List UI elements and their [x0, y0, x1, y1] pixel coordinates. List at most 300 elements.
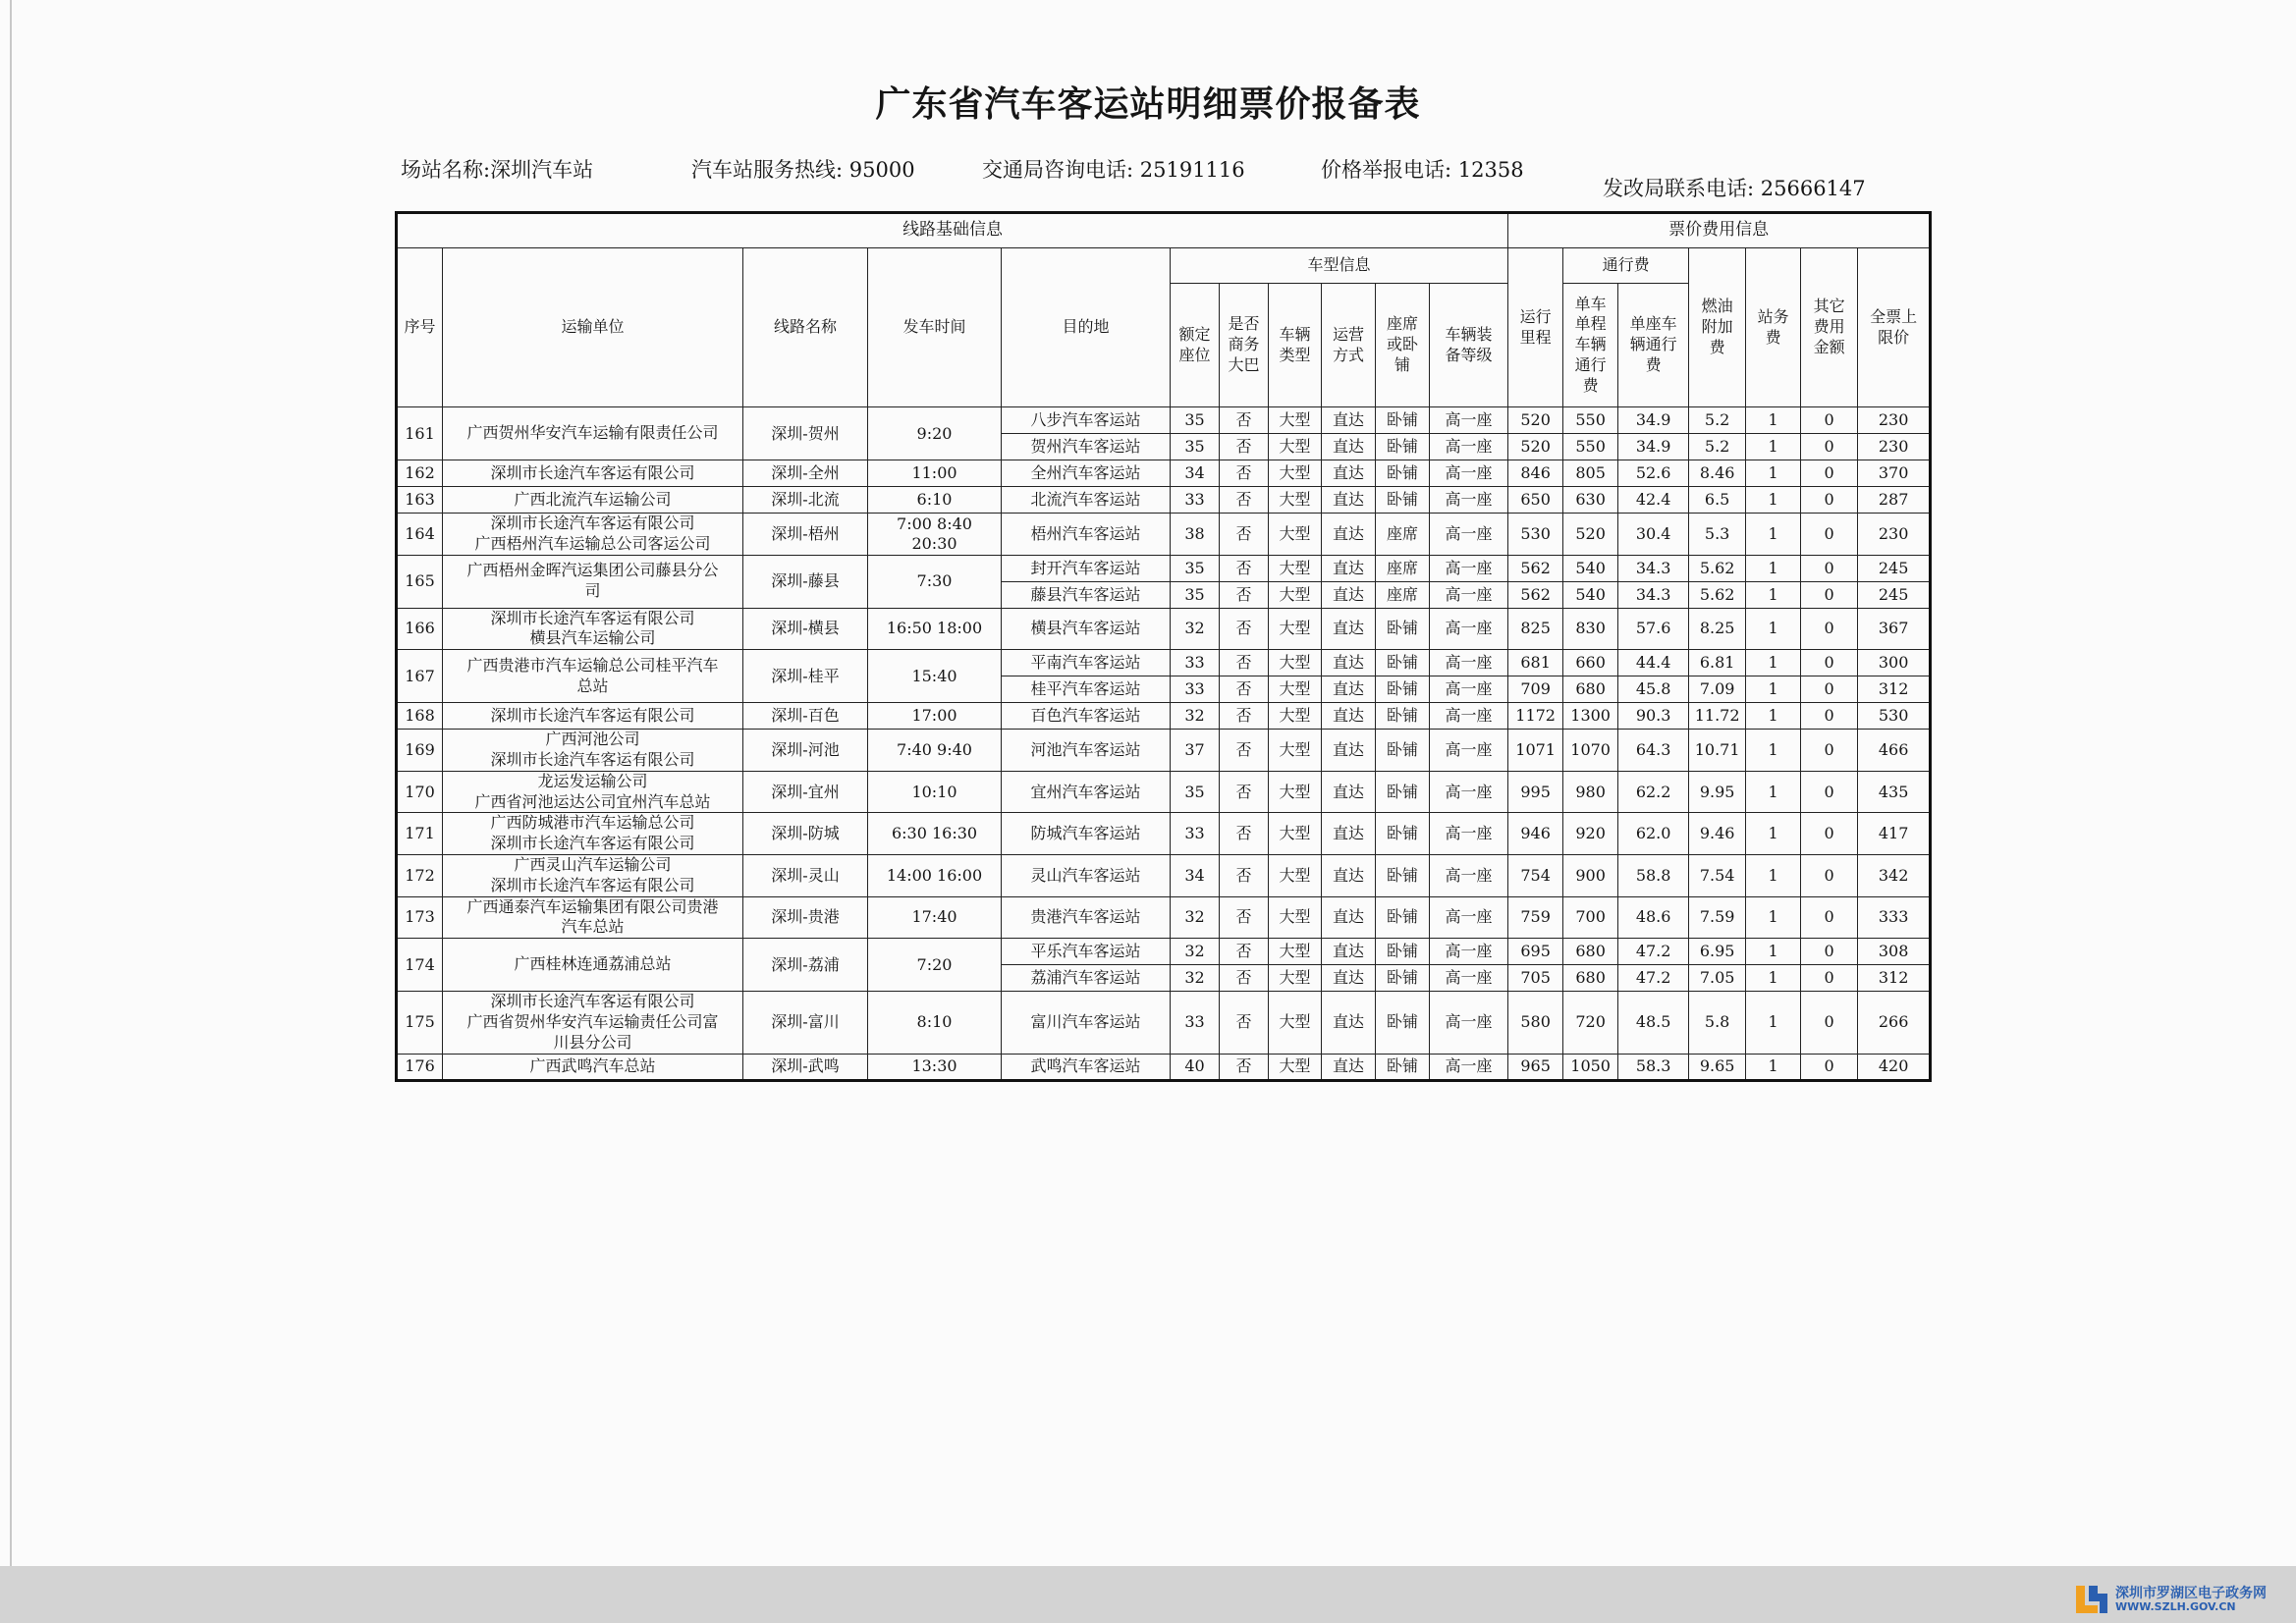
seq-cell: 162	[397, 460, 443, 487]
table-row	[397, 555, 1931, 581]
per-seat-toll-cell: 90.3	[1618, 703, 1689, 730]
vehicle-type-cell: 大型	[1269, 514, 1322, 556]
seat-or-berth-cell: 卧铺	[1376, 939, 1430, 965]
seq-cell: 168	[397, 703, 443, 730]
single-toll-cell: 520	[1563, 514, 1618, 556]
operation-cell: 直达	[1322, 514, 1376, 556]
business-bus-cell: 否	[1220, 434, 1269, 460]
business-bus-cell: 否	[1220, 965, 1269, 992]
mileage-cell: 695	[1508, 939, 1563, 965]
station-fee-cell: 1	[1746, 730, 1801, 772]
route-cell: 深圳-宜州	[743, 771, 868, 813]
other-fee-cell: 0	[1801, 555, 1858, 581]
seq-cell: 165	[397, 555, 443, 608]
company-cell: 广西通泰汽车运输集团有限公司贵港 汽车总站	[443, 896, 743, 939]
grade-cell: 高一座	[1430, 514, 1508, 556]
operation-header: 运营 方式	[1322, 284, 1376, 407]
vehicle-type-cell: 大型	[1269, 608, 1322, 650]
mileage-cell: 650	[1508, 487, 1563, 514]
station-fee-cell: 1	[1746, 676, 1801, 703]
table-row	[397, 854, 1931, 896]
grade-cell: 高一座	[1430, 407, 1508, 434]
seat-or-berth-cell: 卧铺	[1376, 650, 1430, 676]
grade-cell: 高一座	[1430, 555, 1508, 581]
fuel-cell: 5.2	[1689, 407, 1746, 434]
business-bus-cell: 否	[1220, 650, 1269, 676]
route-cell: 深圳-富川	[743, 992, 868, 1054]
per-seat-toll-cell: 58.3	[1618, 1054, 1689, 1080]
grade-cell: 高一座	[1430, 1054, 1508, 1080]
per-seat-toll-cell: 45.8	[1618, 676, 1689, 703]
single-toll-cell: 980	[1563, 771, 1618, 813]
site-watermark	[2074, 1582, 2267, 1617]
grade-cell: 高一座	[1430, 771, 1508, 813]
seats-cell: 38	[1171, 514, 1220, 556]
mileage-cell: 1071	[1508, 730, 1563, 772]
vehicle-type-cell: 大型	[1269, 992, 1322, 1054]
vehicle-type-cell: 大型	[1269, 407, 1322, 434]
station-fee-cell: 1	[1746, 896, 1801, 939]
seat-or-berth-cell: 卧铺	[1376, 407, 1430, 434]
destination-cell: 平乐汽车客运站	[1002, 939, 1171, 965]
business-bus-cell: 否	[1220, 581, 1269, 608]
single-toll-cell: 805	[1563, 460, 1618, 487]
vehicle-type-cell: 大型	[1269, 939, 1322, 965]
company-cell: 广西梧州金晖汽运集团公司藤县分公 司	[443, 555, 743, 608]
seat-or-berth-cell: 卧铺	[1376, 676, 1430, 703]
other-fee-cell: 0	[1801, 896, 1858, 939]
depart-time-cell: 7:40 9:40	[868, 730, 1002, 772]
business-bus-cell: 否	[1220, 1054, 1269, 1080]
table-row	[397, 460, 1931, 487]
cap-price-header: 全票上 限价	[1858, 248, 1931, 407]
table-row	[397, 703, 1931, 730]
station-fee-cell: 1	[1746, 514, 1801, 556]
per-seat-toll-header: 单座车 辆通行 费	[1618, 284, 1689, 407]
site-logo-icon	[2074, 1582, 2109, 1617]
other-fee-cell: 0	[1801, 460, 1858, 487]
station-fee-cell: 1	[1746, 992, 1801, 1054]
per-seat-toll-cell: 34.9	[1618, 407, 1689, 434]
mileage-header: 运行 里程	[1508, 248, 1563, 407]
operation-cell: 直达	[1322, 854, 1376, 896]
seats-cell: 34	[1171, 460, 1220, 487]
table-row	[397, 992, 1931, 1054]
destination-cell: 藤县汽车客运站	[1002, 581, 1171, 608]
seq-cell: 169	[397, 730, 443, 772]
per-seat-toll-cell: 47.2	[1618, 965, 1689, 992]
station-fee-cell: 1	[1746, 407, 1801, 434]
company-cell: 广西北流汽车运输公司	[443, 487, 743, 514]
cap-price-cell: 230	[1858, 514, 1931, 556]
business-bus-header: 是否 商务 大巴	[1220, 284, 1269, 407]
grade-cell: 高一座	[1430, 854, 1508, 896]
operation-cell: 直达	[1322, 434, 1376, 460]
mileage-cell: 759	[1508, 896, 1563, 939]
mileage-cell: 705	[1508, 965, 1563, 992]
grade-cell: 高一座	[1430, 939, 1508, 965]
mileage-cell: 681	[1508, 650, 1563, 676]
company-cell: 广西河池公司 深圳市长途汽车客运有限公司	[443, 730, 743, 772]
seats-cell: 32	[1171, 896, 1220, 939]
mileage-cell: 754	[1508, 854, 1563, 896]
station-fee-cell: 1	[1746, 434, 1801, 460]
seat-or-berth-cell: 卧铺	[1376, 854, 1430, 896]
depart-time-cell: 16:50 18:00	[868, 608, 1002, 650]
business-bus-cell: 否	[1220, 992, 1269, 1054]
vehicle-info-header: 车型信息	[1171, 248, 1508, 284]
seat-or-berth-header: 座席 或卧 铺	[1376, 284, 1430, 407]
cap-price-cell: 300	[1858, 650, 1931, 676]
destination-cell: 防城汽车客运站	[1002, 813, 1171, 855]
other-fee-cell: 0	[1801, 581, 1858, 608]
cap-price-cell: 230	[1858, 407, 1931, 434]
depart-time-cell: 17:40	[868, 896, 1002, 939]
single-toll-cell: 540	[1563, 581, 1618, 608]
business-bus-cell: 否	[1220, 407, 1269, 434]
station-name: 场站名称:深圳汽车站	[401, 158, 594, 182]
depart-time-cell: 11:00	[868, 460, 1002, 487]
depart-time-cell: 6:10	[868, 487, 1002, 514]
station-fee-cell: 1	[1746, 703, 1801, 730]
table-row	[397, 514, 1931, 556]
per-seat-toll-cell: 48.6	[1618, 896, 1689, 939]
grade-cell: 高一座	[1430, 460, 1508, 487]
vehicle-type-cell: 大型	[1269, 1054, 1322, 1080]
mileage-cell: 965	[1508, 1054, 1563, 1080]
cap-price-cell: 466	[1858, 730, 1931, 772]
single-toll-cell: 550	[1563, 434, 1618, 460]
mileage-cell: 946	[1508, 813, 1563, 855]
company-cell: 深圳市长途汽车客运有限公司 广西梧州汽车运输总公司客运公司	[443, 514, 743, 556]
price-report-phone: 价格举报电话: 12358	[1321, 158, 1524, 182]
seat-or-berth-cell: 卧铺	[1376, 1054, 1430, 1080]
depart-time-cell: 17:00	[868, 703, 1002, 730]
seat-or-berth-cell: 卧铺	[1376, 771, 1430, 813]
seats-cell: 37	[1171, 730, 1220, 772]
mileage-cell: 580	[1508, 992, 1563, 1054]
table-row	[397, 407, 1931, 434]
seat-or-berth-cell: 座席	[1376, 514, 1430, 556]
route-cell: 深圳-河池	[743, 730, 868, 772]
station-fee-cell: 1	[1746, 1054, 1801, 1080]
per-seat-toll-cell: 52.6	[1618, 460, 1689, 487]
mileage-cell: 709	[1508, 676, 1563, 703]
fuel-cell: 5.3	[1689, 514, 1746, 556]
fare-info-header: 票价费用信息	[1508, 213, 1931, 248]
cap-price-cell: 245	[1858, 581, 1931, 608]
mileage-cell: 995	[1508, 771, 1563, 813]
grade-cell: 高一座	[1430, 581, 1508, 608]
operation-cell: 直达	[1322, 555, 1376, 581]
other-fee-cell: 0	[1801, 730, 1858, 772]
seats-cell: 32	[1171, 608, 1220, 650]
route-cell: 深圳-梧州	[743, 514, 868, 556]
operation-cell: 直达	[1322, 896, 1376, 939]
station-fee-cell: 1	[1746, 608, 1801, 650]
cap-price-cell: 333	[1858, 896, 1931, 939]
destination-cell: 桂平汽车客运站	[1002, 676, 1171, 703]
single-toll-cell: 1300	[1563, 703, 1618, 730]
seq-cell: 163	[397, 487, 443, 514]
destination-cell: 灵山汽车客运站	[1002, 854, 1171, 896]
depart-time-cell: 6:30 16:30	[868, 813, 1002, 855]
document-title: 广东省汽车客运站明细票价报备表	[875, 84, 1421, 125]
route-cell: 深圳-横县	[743, 608, 868, 650]
seats-cell: 33	[1171, 650, 1220, 676]
destination-cell: 宜州汽车客运站	[1002, 771, 1171, 813]
table-row	[397, 813, 1931, 855]
route-cell: 深圳-全州	[743, 460, 868, 487]
business-bus-cell: 否	[1220, 555, 1269, 581]
station-fee-cell: 1	[1746, 771, 1801, 813]
grade-cell: 高一座	[1430, 992, 1508, 1054]
destination-cell: 八步汽车客运站	[1002, 407, 1171, 434]
fuel-cell: 6.81	[1689, 650, 1746, 676]
seq-header: 序号	[397, 248, 443, 407]
seat-or-berth-cell: 卧铺	[1376, 487, 1430, 514]
operation-cell: 直达	[1322, 965, 1376, 992]
cap-price-cell: 435	[1858, 771, 1931, 813]
mileage-cell: 825	[1508, 608, 1563, 650]
site-name: 深圳市罗湖区电子政务网	[2115, 1585, 2267, 1601]
operation-cell: 直达	[1322, 407, 1376, 434]
vehicle-type-cell: 大型	[1269, 434, 1322, 460]
table-row	[397, 608, 1931, 650]
seq-cell: 172	[397, 854, 443, 896]
company-cell: 广西武鸣汽车总站	[443, 1054, 743, 1080]
fuel-cell: 5.62	[1689, 581, 1746, 608]
seat-or-berth-cell: 卧铺	[1376, 896, 1430, 939]
depart-time-cell: 7:30	[868, 555, 1002, 608]
single-toll-cell: 550	[1563, 407, 1618, 434]
seq-cell: 174	[397, 939, 443, 992]
single-toll-cell: 920	[1563, 813, 1618, 855]
other-fee-cell: 0	[1801, 703, 1858, 730]
route-cell: 深圳-荔浦	[743, 939, 868, 992]
table-row	[397, 650, 1931, 676]
single-toll-cell: 660	[1563, 650, 1618, 676]
route-basic-header: 线路基础信息	[397, 213, 1508, 248]
operation-cell: 直达	[1322, 992, 1376, 1054]
station-fee-cell: 1	[1746, 460, 1801, 487]
single-toll-cell: 680	[1563, 939, 1618, 965]
company-cell: 广西贵港市汽车运输总公司桂平汽车 总站	[443, 650, 743, 703]
single-toll-cell: 680	[1563, 676, 1618, 703]
fuel-cell: 11.72	[1689, 703, 1746, 730]
other-fee-cell: 0	[1801, 608, 1858, 650]
operation-cell: 直达	[1322, 703, 1376, 730]
single-toll-cell: 680	[1563, 965, 1618, 992]
vehicle-type-cell: 大型	[1269, 771, 1322, 813]
fare-table	[395, 211, 1932, 1082]
single-toll-cell: 1070	[1563, 730, 1618, 772]
operation-cell: 直达	[1322, 813, 1376, 855]
fuel-cell: 5.2	[1689, 434, 1746, 460]
cap-price-cell: 417	[1858, 813, 1931, 855]
per-seat-toll-cell: 62.0	[1618, 813, 1689, 855]
other-fee-cell: 0	[1801, 992, 1858, 1054]
destination-cell: 富川汽车客运站	[1002, 992, 1171, 1054]
company-header: 运输单位	[443, 248, 743, 407]
route-cell: 深圳-武鸣	[743, 1054, 868, 1080]
station-fee-cell: 1	[1746, 965, 1801, 992]
company-cell: 龙运发运输公司 广西省河池运达公司宜州汽车总站	[443, 771, 743, 813]
business-bus-cell: 否	[1220, 487, 1269, 514]
per-seat-toll-cell: 47.2	[1618, 939, 1689, 965]
cap-price-cell: 266	[1858, 992, 1931, 1054]
destination-cell: 贵港汽车客运站	[1002, 896, 1171, 939]
grade-cell: 高一座	[1430, 965, 1508, 992]
scan-edge	[10, 0, 12, 1591]
other-fee-cell: 0	[1801, 407, 1858, 434]
other-fee-cell: 0	[1801, 514, 1858, 556]
grade-cell: 高一座	[1430, 676, 1508, 703]
grade-cell: 高一座	[1430, 703, 1508, 730]
depart-time-cell: 7:00 8:40 20:30	[868, 514, 1002, 556]
single-toll-header: 单车 单程 车辆 通行 费	[1563, 284, 1618, 407]
grade-cell: 高一座	[1430, 896, 1508, 939]
other-fee-cell: 0	[1801, 965, 1858, 992]
single-toll-cell: 630	[1563, 487, 1618, 514]
cap-price-cell: 370	[1858, 460, 1931, 487]
operation-cell: 直达	[1322, 460, 1376, 487]
station-fee-header: 站务 费	[1746, 248, 1801, 407]
station-fee-cell: 1	[1746, 487, 1801, 514]
per-seat-toll-cell: 64.3	[1618, 730, 1689, 772]
seats-cell: 33	[1171, 992, 1220, 1054]
fuel-cell: 7.09	[1689, 676, 1746, 703]
mileage-cell: 846	[1508, 460, 1563, 487]
other-fee-cell: 0	[1801, 939, 1858, 965]
destination-cell: 全州汽车客运站	[1002, 460, 1171, 487]
vehicle-type-cell: 大型	[1269, 703, 1322, 730]
seat-or-berth-cell: 卧铺	[1376, 434, 1430, 460]
operation-cell: 直达	[1322, 939, 1376, 965]
seats-cell: 34	[1171, 854, 1220, 896]
fuel-header: 燃油 附加 费	[1689, 248, 1746, 407]
grade-header: 车辆装 备等级	[1430, 284, 1508, 407]
route-cell: 深圳-北流	[743, 487, 868, 514]
site-url: WWW.SZLH.GOV.CN	[2115, 1599, 2236, 1613]
per-seat-toll-cell: 30.4	[1618, 514, 1689, 556]
grade-cell: 高一座	[1430, 434, 1508, 460]
destination-cell: 河池汽车客运站	[1002, 730, 1171, 772]
destination-cell: 百色汽车客运站	[1002, 703, 1171, 730]
vehicle-type-header: 车辆 类型	[1269, 284, 1322, 407]
depart-time-cell: 15:40	[868, 650, 1002, 703]
business-bus-cell: 否	[1220, 460, 1269, 487]
seats-cell: 33	[1171, 487, 1220, 514]
cap-price-cell: 342	[1858, 854, 1931, 896]
cap-price-cell: 312	[1858, 676, 1931, 703]
seq-cell: 176	[397, 1054, 443, 1080]
fuel-cell: 6.95	[1689, 939, 1746, 965]
per-seat-toll-cell: 57.6	[1618, 608, 1689, 650]
seq-cell: 175	[397, 992, 443, 1054]
route-cell: 深圳-贵港	[743, 896, 868, 939]
seats-cell: 35	[1171, 555, 1220, 581]
vehicle-type-cell: 大型	[1269, 650, 1322, 676]
operation-cell: 直达	[1322, 730, 1376, 772]
business-bus-cell: 否	[1220, 730, 1269, 772]
station-fee-cell: 1	[1746, 555, 1801, 581]
business-bus-cell: 否	[1220, 771, 1269, 813]
company-cell: 深圳市长途汽车客运有限公司 广西省贺州华安汽车运输责任公司富 川县分公司	[443, 992, 743, 1054]
scan-band	[0, 1566, 2296, 1623]
cap-price-cell: 230	[1858, 434, 1931, 460]
vehicle-type-cell: 大型	[1269, 487, 1322, 514]
per-seat-toll-cell: 62.2	[1618, 771, 1689, 813]
other-fee-cell: 0	[1801, 434, 1858, 460]
seats-cell: 33	[1171, 813, 1220, 855]
depart-time-cell: 13:30	[868, 1054, 1002, 1080]
vehicle-type-cell: 大型	[1269, 460, 1322, 487]
depart-header: 发车时间	[868, 248, 1002, 407]
per-seat-toll-cell: 48.5	[1618, 992, 1689, 1054]
toll-header: 通行费	[1563, 248, 1689, 284]
business-bus-cell: 否	[1220, 703, 1269, 730]
other-fee-cell: 0	[1801, 813, 1858, 855]
vehicle-type-cell: 大型	[1269, 896, 1322, 939]
company-cell: 深圳市长途汽车客运有限公司 横县汽车运输公司	[443, 608, 743, 650]
vehicle-type-cell: 大型	[1269, 581, 1322, 608]
destination-cell: 北流汽车客运站	[1002, 487, 1171, 514]
business-bus-cell: 否	[1220, 514, 1269, 556]
cap-price-cell: 367	[1858, 608, 1931, 650]
business-bus-cell: 否	[1220, 608, 1269, 650]
seats-cell: 32	[1171, 965, 1220, 992]
vehicle-type-cell: 大型	[1269, 676, 1322, 703]
seats-cell: 40	[1171, 1054, 1220, 1080]
company-cell: 广西桂林连通荔浦总站	[443, 939, 743, 992]
table-body	[397, 407, 1931, 1081]
destination-cell: 封开汽车客运站	[1002, 555, 1171, 581]
service-hotline: 汽车站服务热线: 95000	[691, 158, 915, 182]
seats-cell: 32	[1171, 703, 1220, 730]
mileage-cell: 1172	[1508, 703, 1563, 730]
table-row	[397, 939, 1931, 965]
seq-cell: 167	[397, 650, 443, 703]
operation-cell: 直达	[1322, 608, 1376, 650]
fuel-cell: 10.71	[1689, 730, 1746, 772]
business-bus-cell: 否	[1220, 676, 1269, 703]
per-seat-toll-cell: 58.8	[1618, 854, 1689, 896]
business-bus-cell: 否	[1220, 854, 1269, 896]
mileage-cell: 520	[1508, 434, 1563, 460]
per-seat-toll-cell: 44.4	[1618, 650, 1689, 676]
grade-cell: 高一座	[1430, 487, 1508, 514]
destination-cell: 武鸣汽车客运站	[1002, 1054, 1171, 1080]
mileage-cell: 530	[1508, 514, 1563, 556]
company-cell: 深圳市长途汽车客运有限公司	[443, 703, 743, 730]
seat-or-berth-cell: 卧铺	[1376, 992, 1430, 1054]
single-toll-cell: 1050	[1563, 1054, 1618, 1080]
mileage-cell: 562	[1508, 581, 1563, 608]
grade-cell: 高一座	[1430, 813, 1508, 855]
route-cell: 深圳-桂平	[743, 650, 868, 703]
seat-or-berth-cell: 卧铺	[1376, 703, 1430, 730]
vehicle-type-cell: 大型	[1269, 854, 1322, 896]
grade-cell: 高一座	[1430, 730, 1508, 772]
seats-header: 额定 座位	[1171, 284, 1220, 407]
cap-price-cell: 530	[1858, 703, 1931, 730]
seats-cell: 35	[1171, 407, 1220, 434]
table-row	[397, 771, 1931, 813]
operation-cell: 直达	[1322, 1054, 1376, 1080]
cap-price-cell: 420	[1858, 1054, 1931, 1080]
fuel-cell: 9.95	[1689, 771, 1746, 813]
